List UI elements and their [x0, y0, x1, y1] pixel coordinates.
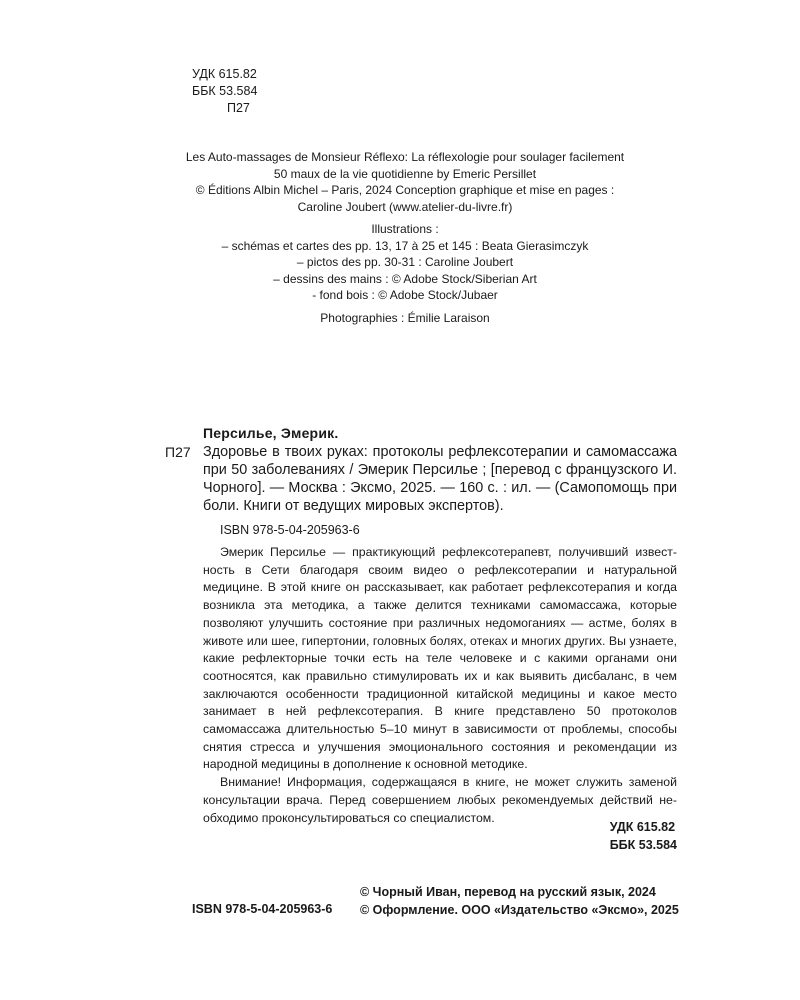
isbn-footer: ISBN 978-5-04-205963-6 [192, 902, 333, 916]
illustrations-heading: Illustrations : [371, 222, 439, 236]
original-edition-credits [160, 149, 650, 326]
photographies-credit: Photographies : Émilie Laraison [320, 310, 490, 325]
isbn: ISBN 978-5-04-205963-6 [220, 523, 360, 537]
illustration-credit: – schémas et cartes des pp. 13, 17 à 25 et 145 : Beata Gierasimczyk [221, 238, 589, 253]
original-title-line-1: Les Auto-massages de Monsieur Réflexo: La réflexologie pour soulager facilement [185, 150, 625, 164]
classification-codes-footer [610, 819, 677, 854]
illustration-credit: – pictos des pp. 30-31 : Caroline Joubert [296, 255, 514, 269]
udk-code: УДК 615.82 [192, 67, 257, 81]
copyright-line-2: Caroline Joubert (www.atelier-du-livre.fr) [297, 199, 513, 214]
copyright-line-1: © Éditions Albin Michel – Paris, 2024 Conception graphique et mise en pages : [195, 183, 615, 197]
copyright-block [360, 884, 679, 919]
annotation [203, 544, 677, 827]
bbk-code-bold: ББК 53.584 [609, 837, 677, 852]
warning-paragraph: Внимание! Информация, содержащаяся в книге, не может служить заменой консультации врача. Перед совершением любых рекомендуемых действий необходимо проконсультироваться со специалистом. [203, 775, 677, 825]
copyright-translation: © Чорный Иван, перевод на русский язык, 2024 [360, 885, 656, 899]
original-title-line-2: 50 maux de la vie quotidienne by Emeric Persillet [273, 166, 537, 181]
illustration-credit: - fond bois : © Adobe Stock/Jubaer [312, 288, 498, 302]
classification-codes-header [192, 66, 257, 117]
author-heading: Персилье, Эмерик. [203, 425, 339, 441]
illustration-credit: – dessins des mains : © Adobe Stock/Siberian Art [273, 271, 537, 286]
shelf-code: П27 [227, 101, 250, 115]
udk-code-bold: УДК 615.82 [609, 820, 676, 834]
shelf-mark: П27 [165, 444, 191, 460]
bibliographic-description: Здоровье в твоих руках: протоколы рефлексотерапии и самомассажа при 50 заболеваниях / Эмерик Персилье ; [перевод с французского И. Чорного]. — Москва : Эксмо, 2025. — 160 с. : ил. — (Самопомощь при боли. Книги от ведущих мировых экспертов). [203, 444, 677, 514]
copyright-design: © Оформление. ООО «Издательство «Эксмо», 2025 [360, 902, 679, 917]
annotation-paragraph: Эмерик Персилье — практикующий рефлексотерапевт, получивший известность в Сети благодаря своим видео о рефлексотерапии и натуральной медицине. В этой книге он рассказывает, как работает рефлексотерапия и когда возникла эта методика, а также делится техниками самомассажа, которые позволяют улучшить состояние при различных недомоганиях — астме, болях в животе или шее, гипертонии, головных болях, отеках и многих других. Вы узнаете, какие рефлекторные точки есть на теле человеке и с какими органами они соотносятся, как правильно стимулировать их и как выявить дисбаланс, в чем заключаются особенности традиционной китайской медицины и какое место занимает в ней рефлексотерапия. В книге представлено 50 протоколов самомассажа длительностью 5–10 минут в зависимости от проблемы, способы снятия стресса и улучшения эмоционального состояния и рекомендации из народной медицины в дополнение к основной методике. [203, 545, 677, 772]
bbk-code: ББК 53.584 [192, 84, 258, 98]
